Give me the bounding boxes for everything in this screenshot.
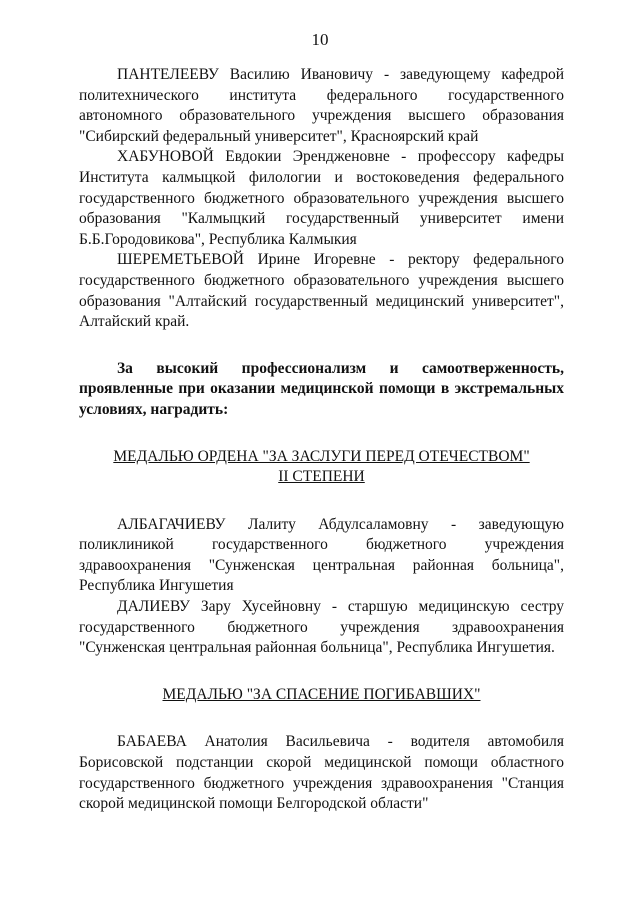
recipient-paragraph — [79, 65, 564, 147]
recipient-paragraph — [79, 597, 564, 659]
recipient-paragraph — [79, 515, 564, 597]
recipient-paragraph — [79, 147, 564, 250]
recipient-description: - ректору федерального государственного бюджетного образовательного учреждения высшего образования "Алтайский государственный медицинский университет", Алтайский край. — [79, 251, 564, 331]
recipient-name: ХАБУНОВОЙ Евдокии Эрендженовне — [117, 148, 390, 166]
recipient-description: - водителя автомобиля Борисовской подстанции скорой медицинской помощи областного государственного бюджетного учреждения здравоохранения "Станция скорой медицинской помощи Белгородской области" — [79, 733, 564, 813]
medal-heading-rescue — [79, 685, 564, 706]
page-number: 10 — [311, 30, 329, 49]
recipient-description: - профессору кафедры Института калмыцкой филологии и востоковедения федерального государственного бюджетного образовательного учреждения высшего образования "Калмыцкий государственный университет имени Б.Б.Городовикова", Республика Калмыкия — [79, 148, 564, 248]
recipient-description: - заведующую поликлиникой государственного бюджетного учреждения здравоохранения "Сунженская центральная районная больница", Республика Ингушетия — [79, 515, 564, 595]
medal-heading-order-merit — [79, 447, 564, 488]
recipient-description: - заведующему кафедрой политехнического института федерального государственного автономного образовательного учреждения высшего образования "Сибирский федеральный университет", Красноярский край — [79, 66, 564, 145]
recipient-name: ПАНТЕЛЕЕВУ Василию Ивановичу — [117, 66, 374, 83]
recipient-name: АЛБАГАЧИЕВУ Лалиту Абдулсаламовну — [117, 515, 429, 533]
recipient-name: ДАЛИЕВУ Зару Хусейновну — [117, 598, 321, 616]
medal-heading-line: МЕДАЛЬЮ "ЗА СПАСЕНИЕ ПОГИБАВШИХ" — [162, 685, 481, 703]
document-body — [79, 65, 564, 815]
award-intro: За высокий профессионализм и самоотверженность, проявленные при оказании медицинской помощи в экстремальных условиях, наградить: — [79, 359, 564, 418]
recipient-paragraph — [79, 732, 564, 814]
recipient-paragraph — [79, 250, 564, 332]
recipient-name: ШЕРЕМЕТЬЕВОЙ Ирине Игоревне — [117, 251, 376, 269]
recipient-name: БАБАЕВА Анатолия Васильевича — [117, 733, 370, 751]
medal-heading-line: МЕДАЛЬЮ ОРДЕНА "ЗА ЗАСЛУГИ ПЕРЕД ОТЕЧЕСТВОМ" — [113, 447, 530, 465]
recipient-description: - старшую медицинскую сестру государственного бюджетного учреждения здравоохранения "Сунженская центральная районная больница", Республика Ингушетия. — [79, 598, 564, 657]
medal-heading-line: II СТЕПЕНИ — [278, 468, 365, 486]
